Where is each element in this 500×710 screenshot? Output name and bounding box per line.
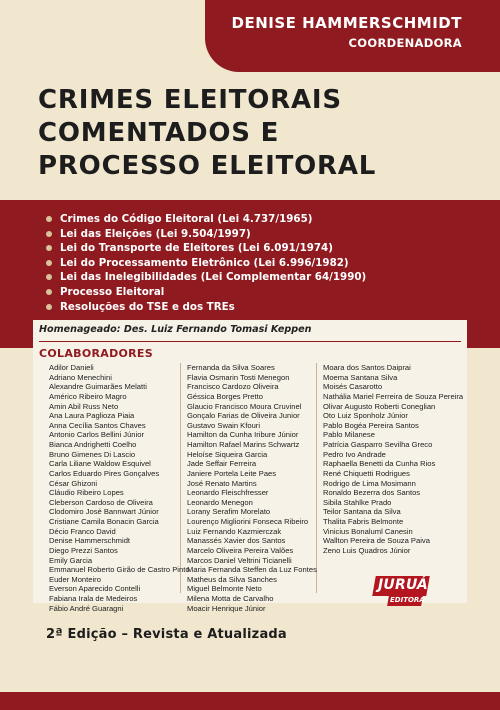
author-name: DENISE HAMMERSCHMIDT	[231, 14, 462, 32]
collaborators-panel	[33, 320, 467, 613]
collaborators-column-1	[49, 363, 190, 613]
collaborator-name: Euder Monteiro	[49, 574, 101, 584]
collaborator-name: Antonio Carlos Bellini Júnior	[49, 430, 144, 440]
title-line-3: PROCESSO ELEITORAL	[38, 151, 377, 181]
collaborator-name: Cristiane Camila Bonacin Garcia	[49, 517, 159, 526]
topic-item: Lei das Eleições (Lei 9.504/1997)	[46, 227, 366, 242]
collaborator-name: Adriano Menechini	[49, 372, 112, 382]
collaborator-name: Bianca Andrighetti Coelho	[49, 440, 137, 449]
collaborator-name: Lorany Serafim Morelato	[187, 507, 271, 517]
collaborator-name: Heloíse Siqueira Garcia	[187, 449, 268, 459]
title-line-1: CRIMES ELEITORAIS	[38, 85, 342, 115]
collaborator-name: Ana Laura Paglioza Piaia	[49, 411, 135, 421]
author-role: COORDENADORA	[348, 36, 462, 50]
collaborator-name: Ronaldo Bezerra dos Santos	[323, 488, 421, 498]
collaborator-name: Amin Abil Russ Neto	[49, 401, 119, 411]
collaborator-name: Emmanuel Roberto Girão de Castro Pinto	[49, 565, 190, 575]
collaborators-heading: COLABORADORES	[39, 347, 153, 360]
topics-list	[46, 212, 366, 314]
collaborator-name: Luiz Fernando Kazmierczak	[187, 526, 282, 536]
collaborator-name: Clodomiro José Bannwart Júnior	[49, 507, 159, 517]
collaborator-name: Carlos Eduardo Pires Gonçalves	[49, 468, 160, 478]
collaborator-name: Fábio André Guaragni	[49, 603, 124, 613]
collaborator-name: Moisés Casarotto	[323, 382, 383, 392]
topic-item: Lei do Transporte de Eleitores (Lei 6.091/1974)	[46, 241, 366, 256]
collaborator-name: Leonardo Fleischfresser	[187, 488, 269, 498]
collaborator-name: Géssica Borges Pretto	[187, 391, 263, 401]
collaborator-name: José Renato Martins	[187, 478, 257, 488]
collaborator-name: Hamilton Rafael Marins Schwartz	[187, 440, 300, 449]
topic-item: Processo Eleitoral	[46, 285, 366, 300]
collaborator-name: Thalita Fabris Belmonte	[323, 517, 404, 526]
collaborator-name: Francisco Cardozo Oliveira	[187, 382, 279, 392]
publisher-name: JURUÁ	[378, 577, 428, 593]
collaborator-name: Everson Aparecido Contelli	[49, 584, 141, 594]
collaborator-name: Américo Ribeiro Magro	[49, 391, 127, 401]
collaborator-name: Wallton Pereira de Souza Paiva	[323, 536, 430, 546]
topic-item: Lei das Inelegibilidades (Lei Complementar 64/1990)	[46, 270, 366, 285]
collaborator-name: Matheus da Silva Sanches	[187, 574, 277, 584]
collaborator-name: Manassés Xavier dos Santos	[187, 536, 286, 546]
topic-item: Crimes do Código Eleitoral (Lei 4.737/1965)	[46, 212, 366, 227]
collaborator-name: Leonardo Menegon	[187, 497, 253, 507]
collaborator-name: Moacir Henrique Júnior	[187, 603, 266, 613]
collaborator-name: Marcos Daniel Veltrini Ticianelli	[187, 555, 292, 565]
collaborator-name: Cleberson Cardoso de Oliveira	[49, 497, 153, 507]
collaborator-name: Moara dos Santos Daiprai	[323, 363, 411, 372]
collaborator-name: Pablo Bogéa Pereira Santos	[323, 420, 419, 430]
collaborator-name: Hamilton da Cunha Iribure Júnior	[187, 430, 299, 440]
collaborator-name: Oto Luiz Sponholz Júnior	[323, 411, 408, 421]
collaborator-name: Patrícia Gasparro Sevilha Greco	[323, 440, 433, 449]
edition-label: 2ª Edição – Revista e Atualizada	[46, 627, 287, 642]
honoree-line: Homenageado: Des. Luiz Fernando Tomasi Keppen	[39, 324, 312, 335]
collaborator-name: Miguel Belmonte Neto	[187, 584, 262, 594]
collaborator-name: René Chiquetti Rodrigues	[323, 468, 410, 478]
collaborator-name: Pedro Ivo Andrade	[323, 449, 386, 459]
bottom-strip	[0, 692, 500, 710]
publisher-logo	[374, 576, 428, 606]
collaborator-name: Fernanda da Silva Soares	[187, 363, 275, 372]
collaborator-name: Anna Cecília Santos Chaves	[49, 420, 146, 430]
book-title	[38, 84, 478, 183]
collaborator-name: Jade Seffair Ferreira	[187, 459, 257, 469]
collaborator-name: Cláudio Ribeiro Lopes	[49, 488, 124, 498]
collaborator-name: Alexandre Guimarães Melatti	[49, 382, 147, 392]
collaborator-name: Raphaella Benetti da Cunha Rios	[323, 459, 436, 469]
collaborator-name: Lourenço Migliorini Fonseca Ribeiro	[187, 517, 309, 526]
collaborator-name: Teilor Santana da Silva	[323, 507, 401, 517]
collaborator-name: Janiere Portela Leite Paes	[187, 468, 277, 478]
collaborators-column-3	[323, 363, 463, 556]
collaborator-name: Sibila Stahlke Prado	[323, 497, 392, 507]
collaborator-name: Marcelo Oliveira Pereira Valões	[187, 545, 294, 555]
collaborator-name: Adilor Danieli	[49, 363, 94, 372]
divider	[39, 341, 461, 342]
author-banner	[205, 0, 500, 72]
collaborator-name: Emily Garcia	[49, 555, 93, 565]
collaborator-name: Bruno Gimenes Di Lascio	[49, 449, 136, 459]
collaborator-name: Denise Hammerschmidt	[49, 536, 131, 546]
topic-item: Lei do Processamento Eletrônico (Lei 6.996/1982)	[46, 256, 366, 271]
collaborator-name: Décio Franco David	[49, 526, 116, 536]
collaborator-name: Olivar Augusto Roberti Coneglian	[323, 401, 436, 411]
title-line-2: COMENTADOS E	[38, 118, 280, 148]
collaborator-name: Pablo Milanese	[323, 430, 375, 440]
collaborator-name: Gustavo Swain Kfouri	[187, 420, 261, 430]
collaborator-name: Fabiana Irala de Medeiros	[49, 594, 138, 603]
collaborator-name: Flavia Osmarin Tosti Menegon	[187, 372, 290, 382]
collaborator-name: Nathália Mariel Ferreira de Souza Pereira	[323, 391, 464, 401]
collaborators-column-2	[187, 363, 317, 613]
collaborator-name: Rodrigo de Lima Mosimann	[323, 478, 416, 488]
collaborator-name: Carla Liliane Waldow Esquivel	[49, 459, 151, 469]
collaborator-name: Maria Fernanda Steffen da Luz Fontes	[187, 565, 317, 575]
collaborator-name: Diego Prezzi Santos	[49, 545, 118, 555]
collaborator-name: Gonçalo Farias de Oliveira Junior	[187, 411, 300, 421]
collaborator-name: Zeno Luis Quadros Júnior	[323, 545, 411, 555]
collaborator-name: Glaucio Francisco Moura Cruvinel	[187, 401, 302, 411]
collaborator-name: Milena Motta de Carvalho	[187, 594, 274, 603]
collaborator-name: Moema Santana Silva	[323, 372, 398, 382]
collaborator-name: César Ghizoni	[49, 478, 98, 488]
collaborator-name: Vinicius Bonaluml Canesin	[323, 526, 413, 536]
publisher-sub: EDITORA	[390, 596, 425, 604]
topic-item: Resoluções do TSE e dos TREs	[46, 300, 366, 315]
